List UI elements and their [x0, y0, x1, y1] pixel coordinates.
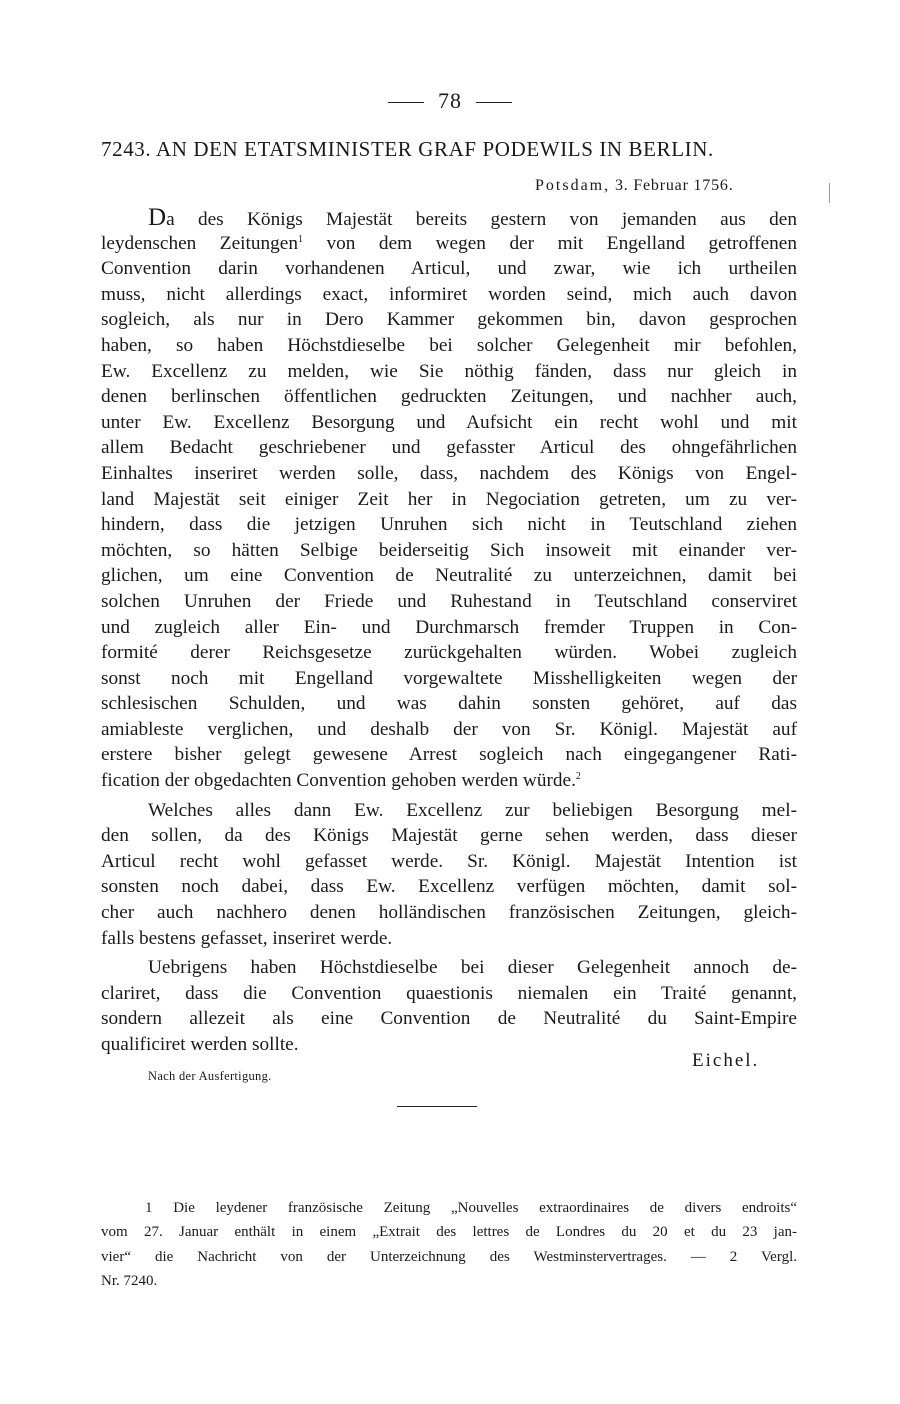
text-line: formité derer Reichsgesetze zurückgehalten würden. Wobei zugleich	[101, 642, 797, 664]
text-line: Da des Königs Majestät bereits gestern von jemanden aus den	[148, 204, 797, 231]
page-number-dash-right	[476, 102, 512, 103]
text-line: und zugleich aller Ein- und Durchmarsch fremder Truppen in Con-	[101, 616, 797, 638]
text-line: sogleich, als nur in Dero Kammer gekommen bin, davon gesprochen	[101, 309, 797, 331]
page-number-dash-left	[388, 102, 424, 103]
text-line: denen berlinschen öffentlichen gedruckten Zeitungen, und nachher auch,	[101, 386, 797, 408]
footnotes	[101, 1196, 797, 1294]
margin-mark	[829, 183, 830, 203]
footnote-ref: 2	[575, 771, 581, 783]
text-line: sonst noch mit Engelland vorgewaltete Misshelligkeiten wegen der	[101, 667, 797, 689]
text-line: sondern allezeit als eine Convention de Neutralité du Saint-Empire	[101, 1008, 797, 1030]
signature: Eichel.	[692, 1050, 760, 1071]
text-line: Convention darin vorhandenen Articul, und zwar, wie ich urtheilen	[101, 258, 797, 280]
text-line: Einhaltes inseriret werden solle, dass, nachdem des Königs von Engel-	[101, 462, 797, 484]
text-line: fication der obgedachten Convention gehoben werden würde.$^2$	[101, 770, 581, 792]
footnote-line: 1 Die leydener französische Zeitung „Nouvelles extraordinaires de divers endroits“	[145, 1200, 798, 1216]
text-line: falls bestens gefasset, inseriret werde.	[101, 927, 393, 949]
text-line: allem Bedacht geschriebener und gefasster Articul des ohngefährlichen	[101, 437, 797, 459]
dateline-date: 3. Februar 1756.	[614, 177, 734, 194]
divider	[397, 1106, 477, 1107]
text-line: qualificiret werden sollte.	[101, 1034, 299, 1055]
document-heading: 7243. AN DEN ETATSMINISTER GRAF PODEWILS IN BERLIN.	[101, 137, 714, 161]
paragraph-1	[101, 205, 797, 794]
drop-cap: D	[148, 204, 167, 231]
text-line: solchen Unruhen der Friede und Ruhestand in Teutschland conserviret	[101, 590, 797, 612]
text-line: den sollen, da des Königs Majestät gerne sehen werden, dass dieser	[101, 825, 797, 847]
text-line: clariret, dass die Convention quaestionis niemalen ein Traité genannt,	[101, 982, 797, 1004]
text-line: glichen, um eine Convention de Neutralité zu unterzeichnen, damit bei	[101, 565, 797, 587]
text-line: schlesischen Schulden, und was dahin sonsten gehöret, auf das	[101, 693, 797, 715]
footnote-line: vier“ die Nachricht von der Unterzeichnung des Westminstervertrages. — 2 Vergl.	[101, 1248, 797, 1265]
dateline	[535, 177, 734, 195]
text-line: Welches alles dann Ew. Excellenz zur beliebigen Besorgung mel-	[148, 799, 797, 821]
footnote-ref: 1	[297, 233, 303, 245]
text-line: unter Ew. Excellenz Besorgung und Aufsicht ein recht wohl und mit	[101, 411, 797, 433]
page-number	[0, 88, 900, 114]
text-line: sonsten noch dabei, dass Ew. Excellenz verfügen möchten, damit sol-	[101, 876, 797, 898]
text-line: Articul recht wohl gefasset werde. Sr. Königl. Majestät Intention ist	[101, 850, 797, 872]
source-note: Nach der Ausfertigung.	[148, 1069, 272, 1083]
text-line: Uebrigens haben Höchstdieselbe bei dieser Gelegenheit annoch de-	[148, 957, 797, 979]
text-line: land Majestät seit einiger Zeit her in Negociation getreten, um zu ver-	[101, 488, 797, 510]
letter-body	[101, 205, 797, 1058]
paragraph-3	[101, 955, 797, 1057]
text-line: amiableste verglichen, und deshalb der von Sr. Königl. Majestät auf	[101, 718, 797, 740]
text-line: erstere bisher gelegt gewesene Arrest sogleich nach eingegangener Rati-	[101, 744, 797, 766]
text-line: leydenschen Zeitungen$^1$ von dem wegen der mit Engelland getroffenen	[101, 232, 797, 254]
footnote-line: vom 27. Januar enthält in einem „Extrait des lettres de Londres du 20 et du 23 jan-	[101, 1224, 797, 1241]
text-line: haben, so haben Höchstdieselbe bei solcher Gelegenheit mir befohlen,	[101, 334, 797, 356]
text-line: muss, nicht allerdings exact, informiret worden seind, mich auch davon	[101, 283, 797, 305]
paragraph-2	[101, 798, 797, 952]
text-line: hindern, dass die jetzigen Unruhen sich nicht in Teutschland ziehen	[101, 514, 797, 536]
text-line: möchten, so hätten Selbige beiderseitig Sich insoweit mit einander ver-	[101, 539, 797, 561]
dateline-place: Potsdam,	[535, 177, 611, 194]
text-line: cher auch nachhero denen holländischen französischen Zeitungen, gleich-	[101, 902, 797, 924]
page-number-value: 78	[438, 88, 462, 113]
footnote-line: Nr. 7240.	[101, 1273, 158, 1290]
footnote-marker: 1	[145, 1200, 153, 1216]
text-line: Ew. Excellenz zu melden, wie Sie nöthig fänden, dass nur gleich in	[101, 360, 797, 382]
footnote-marker: 2	[729, 1248, 738, 1265]
